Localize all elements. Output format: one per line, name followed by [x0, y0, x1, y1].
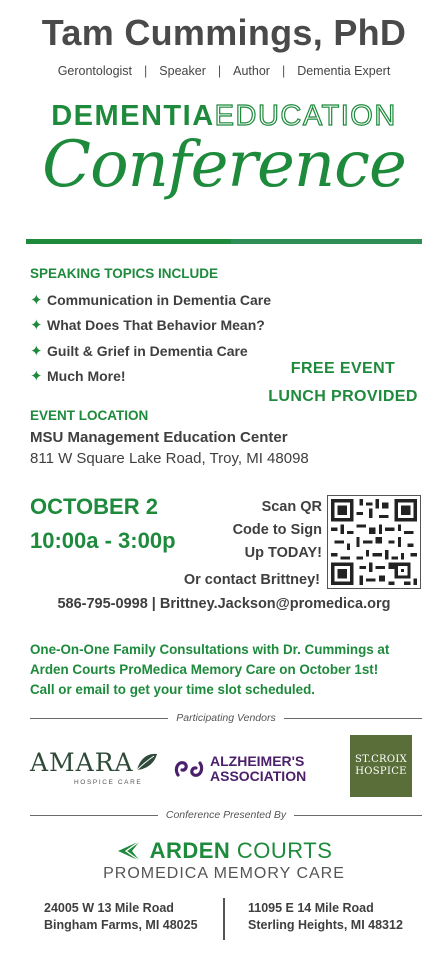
address-sterling-heights [248, 900, 403, 934]
role-label: Gerontologist [57, 64, 133, 78]
address-bingham-farms [44, 900, 198, 934]
topics-list [30, 287, 271, 389]
arden-name-bold: ARDEN [149, 838, 231, 863]
role-label: Dementia Expert [297, 64, 391, 78]
divider-line [30, 815, 158, 816]
arden-courts-name [150, 838, 333, 864]
alzheimers-swirl-icon [174, 757, 204, 781]
divider-line [294, 815, 422, 816]
scan-line: Up TODAY! [244, 545, 322, 561]
topic-label: What Does That Behavior Mean? [47, 317, 265, 334]
star-icon: ✦ [30, 342, 43, 360]
vendors-divider [30, 712, 422, 724]
consultation-line: Call or email to get your time slot scheduled. [30, 682, 315, 697]
vendors-label: Participating Vendors [176, 712, 276, 724]
stcroix-hospice-logo [350, 735, 412, 797]
title-rule-left [26, 239, 231, 244]
role-separator: | [281, 64, 286, 78]
topic-item [30, 287, 271, 313]
contact-phone-email[interactable]: 586-795-0998 | Brittney.Jackson@promedica.org [57, 596, 391, 612]
signup-qr-code[interactable] [327, 495, 421, 589]
role-separator: | [217, 64, 222, 78]
alzheimers-line: ASSOCIATION [210, 768, 307, 784]
consultation-line: Arden Courts ProMedica Memory Care on October 1st! [30, 662, 379, 677]
presenter-label: Conference Presented By [165, 809, 287, 821]
event-time: 10:00a - 3:00p [30, 528, 176, 553]
event-date: OCTOBER 2 [30, 494, 158, 519]
contact-prompt: Or contact Brittney! [183, 572, 320, 588]
leaf-icon [136, 752, 158, 772]
scan-line: Code to Sign [232, 522, 322, 538]
address-street: 24005 W 13 Mile Road [44, 901, 174, 915]
divider-line [284, 718, 422, 719]
consultation-notice [30, 640, 430, 700]
title-rule-right [231, 239, 422, 244]
star-icon: ✦ [30, 317, 43, 335]
alzheimers-association-logo [174, 754, 306, 784]
presenter-divider [30, 809, 422, 821]
stcroix-line: HOSPICE [355, 766, 407, 777]
speaker-name: Tam Cummings, PhD [41, 12, 407, 53]
topic-label: Much More! [47, 368, 126, 385]
role-label: Speaker [159, 64, 206, 78]
amara-logo [30, 748, 154, 790]
free-event-label: FREE EVENT [290, 360, 396, 377]
venue-name: MSU Management Education Center [30, 429, 288, 446]
consultation-line: One-On-One Family Consultations with Dr. Cummings at [30, 642, 390, 657]
title-word-dementia: DEMENTIA [51, 100, 215, 132]
arden-courts-subtitle: PROMEDICA MEMORY CARE [103, 865, 345, 882]
lunch-provided-label: LUNCH PROVIDED [268, 388, 418, 405]
address-city: Sterling Heights, MI 48312 [248, 918, 403, 932]
speaker-roles [0, 64, 448, 78]
address-divider [223, 898, 225, 940]
address-street: 11095 E 14 Mile Road [248, 901, 374, 915]
topic-label: Communication in Dementia Care [47, 291, 272, 308]
topics-heading: SPEAKING TOPICS INCLUDE [30, 266, 219, 281]
arden-courts-logo [0, 838, 448, 864]
address-city: Bingham Farms, MI 48025 [44, 918, 198, 932]
amara-wordmark: AMARA [30, 748, 134, 777]
stcroix-line: ST.CROIX [354, 754, 408, 765]
scan-qr-instructions [218, 496, 322, 565]
arden-name-rest: COURTS [236, 838, 333, 863]
star-icon: ✦ [30, 291, 43, 309]
arrow-chevron-icon [116, 839, 142, 863]
amara-subtitle: HOSPICE CARE [74, 779, 143, 786]
topic-item [30, 338, 271, 364]
star-icon: ✦ [30, 368, 43, 386]
role-label: Author [233, 64, 270, 78]
title-script-conference: Conference [42, 128, 406, 202]
topic-label: Guilt & Grief in Dementia Care [47, 342, 248, 359]
alzheimers-line: ALZHEIMER'S [210, 753, 305, 769]
title-word-education: EDUCATION [214, 100, 397, 132]
scan-line: Scan QR [261, 499, 322, 515]
topic-item [30, 364, 271, 390]
topic-item [30, 313, 271, 339]
role-separator: | [144, 64, 148, 78]
divider-line [30, 718, 168, 719]
venue-address: 811 W Square Lake Road, Troy, MI 48098 [30, 450, 309, 467]
location-heading: EVENT LOCATION [30, 408, 149, 423]
